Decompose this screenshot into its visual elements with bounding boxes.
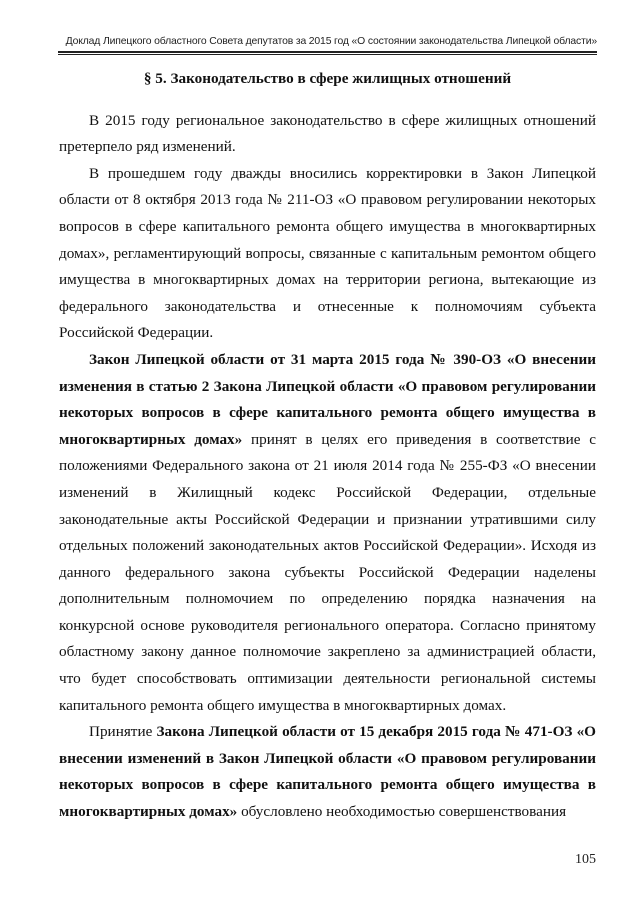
- section-title: § 5. Законодательство в сфере жилищных отношений: [143, 70, 512, 87]
- law-reference-471: Закона Липецкой области от 15 декабря 2015 года № 471-ОЗ «О внесении изменений в Закон Липецкой области «О правовом регулировании некоторых вопросов в сфере капитального ремонта общего имущества в многоквартирных домах»: [59, 723, 596, 821]
- law-reference-390: Закон Липецкой области от 31 марта 2015 года № 390-ОЗ «О внесении изменения в статью 2 Закона Липецкой области «О правовом регулировании некоторых вопросов в сфере капитального ремонта общего имущества в многоквартирных домах»: [59, 350, 596, 448]
- page-content: [59, 66, 596, 826]
- paragraph-3: [59, 347, 596, 719]
- paragraph-4: [59, 719, 596, 825]
- page-number: 105: [575, 852, 596, 867]
- paragraph-4-text: обусловлено необходимостью совершенствования: [237, 803, 567, 821]
- header-rule: [58, 51, 597, 55]
- paragraph-1: В 2015 году региональное законодательство в сфере жилищных отношений претерпело ряд изменений.: [59, 111, 596, 156]
- paragraph-2: В прошедшем году дважды вносились корректировки в Закон Липецкой области от 8 октября 2013 года № 211-ОЗ «О правовом регулировании некоторых вопросов в сфере капитального ремонта общего имущества в многоквартирных домах», регламентирующий вопросы, связанные с капитальным ремонтом общего имущества в многоквартирных домах на территории региона, вытекающие из федерального законодательства и отнесенные к полномочиям субъекта Российской Федерации.: [59, 164, 596, 342]
- running-header: Доклад Липецкого областного Совета депутатов за 2015 год «О состоянии законодательства Липецкой области»: [65, 36, 597, 47]
- paragraph-3-text: принят в целях его приведения в соответствие с положениями Федерального закона от 21 июля 2014 года № 255-ФЗ «О внесении изменений в Жилищный кодекс Российской Федерации, отдельные законодательные акты Российской Федерации и признании утратившими силу отдельных положений законодательных актов Российской Федерации». Исходя из данного федерального закона субъекты Российской Федерации наделены дополнительным полномочием по определению порядка назначения на конкурсной основе руководителя регионального оператора. Согласно принятому областному закону данное полномочие закреплено за администрацией области, что будет способствовать оптимизации деятельности региональной системы капитального ремонта общего имущества в многоквартирных домах.: [59, 430, 596, 714]
- paragraph-4-lead: Принятие: [89, 723, 157, 741]
